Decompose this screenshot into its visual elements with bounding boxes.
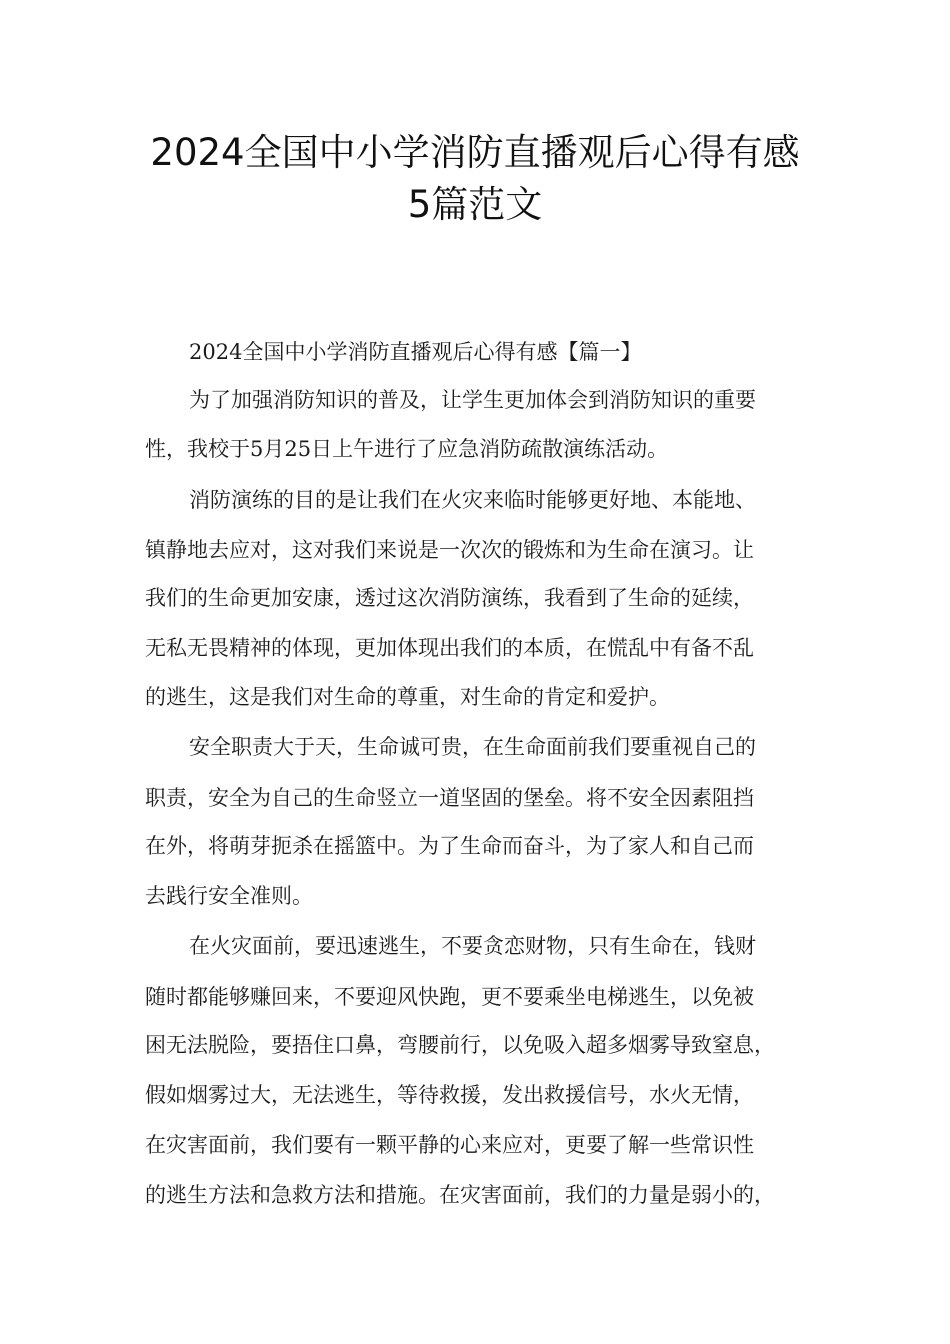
body-text-line: 为了加强消防知识的普及，让学生更加体会到消防知识的重要 xyxy=(189,388,756,412)
body-text-line: 在灾害面前，我们要有一颗平静的心来应对，更要了解一些常识性 xyxy=(145,1133,754,1157)
body-text-line: 的逃生方法和急救方法和措施。在灾害面前，我们的力量是弱小的， xyxy=(145,1183,775,1207)
body-text-line: 安全职责大于天，生命诚可贵，在生命面前我们要重视自己的 xyxy=(189,735,756,759)
body-text-line: 去践行安全准则。 xyxy=(145,884,313,908)
document-title-line-1: 2024全国中小学消防直播观后心得有感 xyxy=(150,131,800,174)
section-heading: 2024全国中小学消防直播观后心得有感【篇一】 xyxy=(189,340,642,364)
body-text-line: 的逃生，这是我们对生命的尊重，对生命的肯定和爱护。 xyxy=(145,685,670,709)
body-text-line: 困无法脱险，要捂住口鼻，弯腰前行，以免吸入超多烟雾导致窒息， xyxy=(145,1033,775,1057)
body-text-line: 在火灾面前，要迅速逃生，不要贪恋财物，只有生命在，钱财 xyxy=(189,934,756,958)
body-text-line: 消防演练的目的是让我们在火灾来临时能够更好地、本能地、 xyxy=(189,488,756,512)
body-text-line: 我们的生命更加安康，透过这次消防演练，我看到了生命的延续， xyxy=(145,586,754,610)
body-text-line: 随时都能够赚回来，不要迎风快跑，更不要乘坐电梯逃生，以免被 xyxy=(145,985,754,1009)
body-text-line: 性，我校于5月25日上午进行了应急消防疏散演练活动。 xyxy=(145,437,669,461)
body-text-line: 假如烟雾过大，无法逃生，等待救援，发出救援信号，水火无情， xyxy=(145,1083,754,1107)
body-text-line: 在外，将萌芽扼杀在摇篮中。为了生命而奋斗，为了家人和自己而 xyxy=(145,834,754,858)
body-text-line: 职责，安全为自己的生命竖立一道坚固的堡垒。将不安全因素阻挡 xyxy=(145,786,754,810)
document-title-line-2: 5篇范文 xyxy=(407,183,543,226)
body-text-line: 镇静地去应对，这对我们来说是一次次的锻炼和为生命在演习。让 xyxy=(145,538,754,562)
body-text-line: 无私无畏精神的体现，更加体现出我们的本质，在慌乱中有备不乱 xyxy=(145,636,754,660)
